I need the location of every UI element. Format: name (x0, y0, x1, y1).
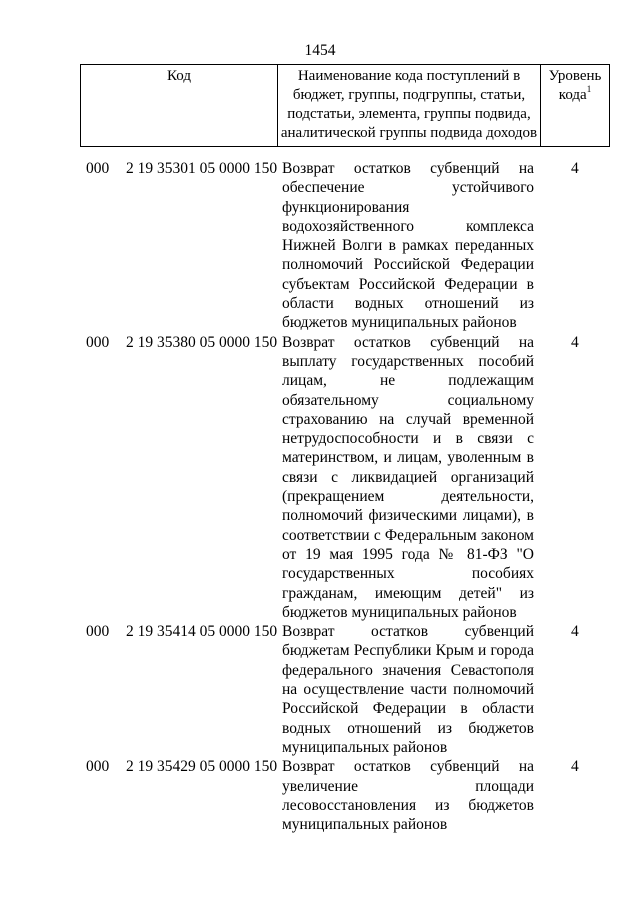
row-level: 4 (571, 623, 579, 641)
header-level: Уровень кода$^1$ (541, 65, 610, 147)
row-prefix: 000 (86, 623, 110, 641)
page-number: 1454 (304, 42, 336, 59)
row-code: 2 19 35414 05 0000 150 (126, 623, 278, 641)
row-name: Возврат остатков субвенций на обеспечение устойчивого функционирования водохозяйственного комплекса Нижней Волги в рамках переданных полномочий Российской Федерации субъектам Российской Федерации в области водных отношений из бюджетов муниципальных районов (282, 160, 534, 332)
row-level: 4 (571, 160, 579, 177)
row-name: Возврат остатков субвенций на увеличение площади лесовосстановления из бюджетов муниципальных районов (282, 758, 534, 834)
row-code: 2 19 35429 05 0000 150 (126, 758, 278, 776)
row-prefix: 000 (86, 160, 110, 177)
row-prefix: 000 (86, 333, 110, 351)
row-code: 2 19 35380 05 0000 150 (126, 333, 278, 351)
income-codes-list (86, 159, 606, 834)
table-row (86, 622, 606, 757)
header-name: Наименование кода поступлений в бюджет, группы, подгруппы, статьи, подстатьи, элемента, группы подвида, аналитической группы подвида доходов (278, 65, 541, 147)
row-code: 2 19 35301 05 0000 150 (126, 160, 278, 177)
footnote-marker: 1 (586, 84, 592, 94)
header-code: Код (81, 65, 278, 147)
row-prefix: 000 (86, 758, 110, 776)
row-level: 4 (571, 333, 579, 351)
row-name: Возврат остатков субвенций на выплату государственных пособий лицам, не подлежащим обязательному социальному страхованию на случай временной нетрудоспособности и в связи с материнством, и лицам, уволенным в связи с ликвидацией организаций (прекращением деятельности, полномочий физическими лицами), в соответствии с Федеральным законом от 19 мая 1995 года № 81-ФЗ "О государственных пособиях гражданам, имеющим детей" из бюджетов муниципальных районов (282, 333, 534, 621)
table-row (86, 159, 606, 333)
table-row (86, 333, 606, 622)
table-row (86, 757, 606, 834)
table-header (80, 64, 610, 147)
row-level: 4 (571, 758, 579, 776)
row-name: Возврат остатков субвенций бюджетам Республики Крым и города федерального значения Севастополя на осуществление части полномочий Российской Федерации в области водных отношений из бюджетов муниципальных районов (282, 623, 534, 756)
